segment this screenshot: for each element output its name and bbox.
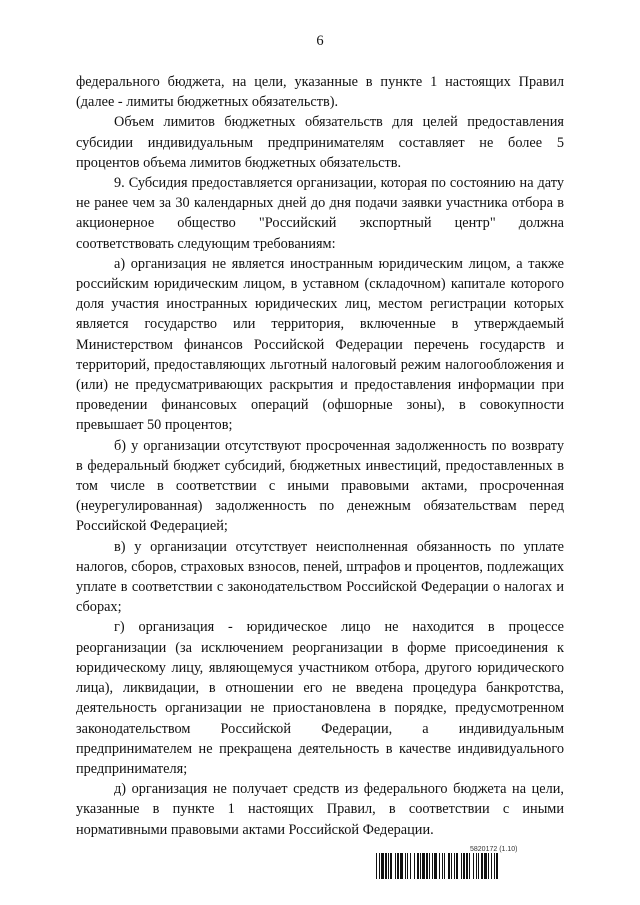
paragraph-continuation: федерального бюджета, на цели, указанные в пункте 1 настоящих Правил (далее - лимиты бюджетных обязательств). [76, 74, 564, 111]
paragraph-item-d: д) организация не получает средств из федерального бюджета на цели, указанные в пункте 1 настоящих Правил, в соответствии с иными нормативными правовыми актами Российской Федерации. [76, 781, 564, 838]
document-code: 5820172 (1.10) [470, 846, 518, 853]
barcode [376, 853, 564, 879]
paragraph-item-b: б) у организации отсутствуют просроченная задолженность по возврату в федеральный бюджет субсидий, бюджетных инвестиций, предоставленных в том числе в соответствии с иными правовыми актами, просроченная (неурегулированная) задолженность по денежным обязательствам перед Российской Федерацией; [76, 437, 564, 535]
page-number: 6 [316, 33, 324, 49]
paragraph-item-v: в) у организации отсутствует неисполненная обязанность по уплате налогов, сборов, страховых взносов, пеней, штрафов и процентов, подлежащих уплате в соответствии с законодательством Российской Федерации о налогах и сборах; [76, 538, 564, 616]
document-body [76, 72, 564, 840]
paragraph-clause-9: 9. Субсидия предоставляется организации, которая по состоянию на дату не ранее чем за 30 календарных дней до дня подачи заявки участника отбора в акционерное общество "Российский экспортный центр" должна соответствовать следующим требованиям: [76, 175, 564, 252]
paragraph-budget-limits: Объем лимитов бюджетных обязательств для целей предоставления субсидии индивидуальным предпринимателям составляет не более 5 процентов объема лимитов бюджетных обязательств. [76, 114, 564, 171]
paragraph-item-g: г) организация - юридическое лицо не находится в процессе реорганизации (за исключением реорганизации в форме присоединения к юридическому лицу, являющемуся участником отбора, другого юридического лица), ликвидации, в отношении его не введена процедура банкротства, деятельность организации не приостановлена в порядке, предусмотренном законодательством Российской Федерации, а индивидуальным предпринимателем не прекращена деятельность в качестве индивидуального предпринимателя; [76, 619, 564, 777]
paragraph-item-a: а) организация не является иностранным юридическим лицом, а также российским юридическим лицом, в уставном (складочном) капитале которого доля участия иностранных юридических лиц, местом регистрации которых является государство или территория, включенные в утверждаемый Министерством финансов Российской Федерации перечень государств и территорий, предоставляющих льготный налоговый режим налогообложения и (или) не предусматривающих раскрытия и предоставления информации при проведении финансовых операций (офшорные зоны), в совокупности превышает 50 процентов; [76, 255, 564, 434]
